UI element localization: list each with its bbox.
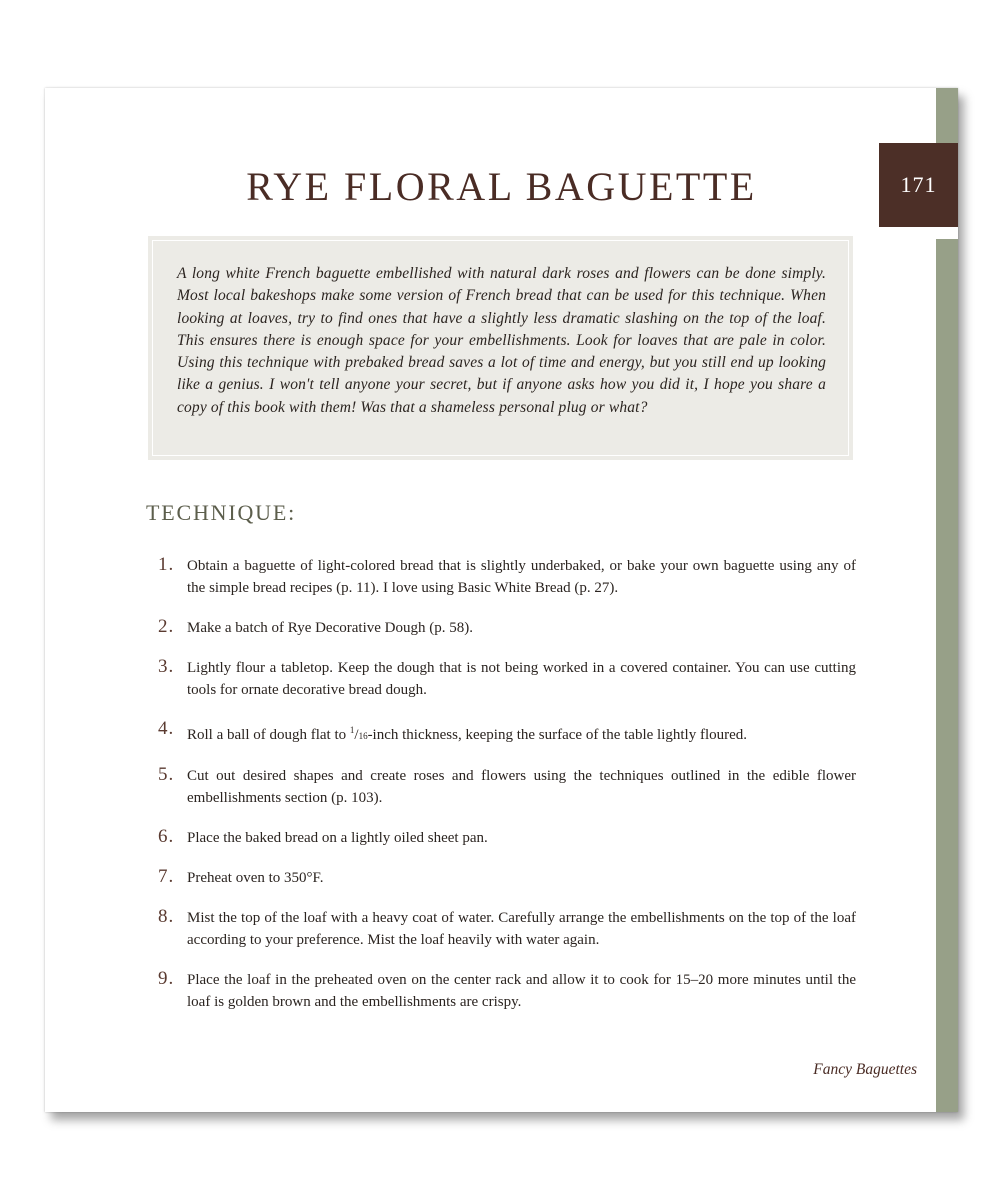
side-tab [936,88,958,1112]
step-number: 9. [158,968,175,989]
step-8 [146,907,856,951]
step-text: Make a batch of Rye Decorative Dough (p. 58). [187,620,473,636]
step-text: Place the loaf in the preheated oven on the center rack and allow it to cook for 15–20 more minutes until the loaf is golden brown and the embellishments are crispy. [187,972,856,1010]
page-number: 171 [900,172,937,197]
book-page [45,88,958,1112]
step-text [187,719,856,747]
technique-heading: TECHNIQUE: [146,500,296,525]
fraction-numerator: 1 [349,725,355,735]
step-2 [146,617,856,639]
step-text: Mist the top of the loaf with a heavy coat of water. Carefully arrange the embellishments on the top of the loaf according to your preference. Mist the loaf heavily with water again. [187,910,856,948]
step-4 [146,719,856,747]
intro-box-inner [152,240,849,456]
step-number: 7. [158,866,175,887]
step-6 [146,827,856,849]
fraction: $^1$/16 [349,725,368,743]
fraction-denominator: 16 [358,731,368,741]
step-text: Place the baked bread on a lightly oiled sheet pan. [187,830,488,846]
step-number: 5. [158,764,175,785]
step-number: 2. [158,616,175,637]
step-text: Obtain a baguette of light-colored bread that is slightly underbaked, or bake your own baguette using any of the simple bread recipes (p. 11). I love using Basic White Bread (p. 27). [187,558,856,596]
step-text: Lightly flour a tabletop. Keep the dough that is not being worked in a covered container. You can use cutting tools for ornate decorative bread dough. [187,660,856,698]
step-text-before: Roll a ball of dough flat to [187,727,350,743]
step-3 [146,657,856,701]
step-9 [146,969,856,1013]
step-text: Preheat oven to 350°F. [187,870,324,886]
step-number: 1. [158,554,175,575]
running-footer: Fancy Baguettes [813,1061,917,1078]
intro-text: A long white French baguette embellished with natural dark roses and flowers can be done simply. Most local bakeshops make some version of French bread that can be used for this technique. When looking at loaves, try to find ones that have a slightly less dramatic slashing on the top of the loaf. This ensures there is enough space for your embellishments. Look for loaves that are pale in color. Using this technique with prebaked bread saves a lot of time and energy, but you still end up looking like a genius. I won't tell anyone your secret, but if anyone asks how you did it, I hope you share a copy of this book with them! Was that a shameless personal plug or what? [177,265,826,416]
step-number: 8. [158,906,175,927]
step-7 [146,867,856,889]
technique-steps [146,555,856,1031]
page-title: RYE FLORAL BAGUETTE [246,164,757,209]
intro-box [148,236,853,460]
step-1 [146,555,856,599]
step-number: 6. [158,826,175,847]
step-5 [146,765,856,809]
step-text: Cut out desired shapes and create roses and flowers using the techniques outlined in the edible flower embellishments section (p. 103). [187,768,856,806]
step-number: 4. [158,718,175,739]
step-text-after: -inch thickness, keeping the surface of the table lightly floured. [367,727,748,743]
step-number: 3. [158,656,175,677]
